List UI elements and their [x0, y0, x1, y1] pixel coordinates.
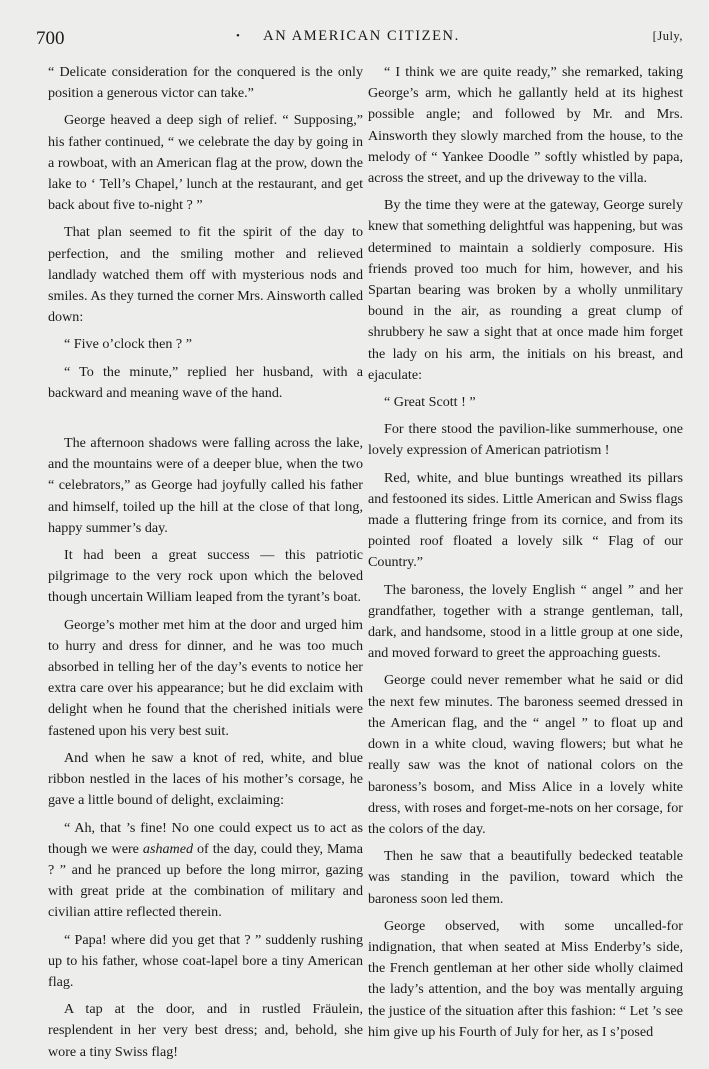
paragraph: “ I think we are quite ready,” she remarked, taking George’s arm, which he gallantly held at its highest possible angle; and followed by Mr. and Mrs. Ainsworth they slowly marched from the house, to the melody of “ Yankee Doodle ” softly whistled by papa, across the street, and up the driveway to the villa. — [368, 64, 683, 187]
paragraph: George heaved a deep sigh of relief. “ Supposing,” his father continued, “ we celebrate the day by going in a rowboat, with an American flag at the prow, down the lake to ‘ Tell’s Chapel,’ lunch at the restaurant, and get back about five to-night ? ” — [48, 112, 363, 214]
paragraph: The baroness, the lovely English “ angel ” and her grandfather, together with a strange gentleman, tall, dark, and handsome, stood in a little group at one side, and moved forward to greet the approaching guests. — [368, 581, 683, 662]
paragraph: It had been a great success — this patriotic pilgrimage to the very rock upon which the beloved though uncertain William leaped from the tyrant’s boat. — [48, 547, 363, 606]
right-column — [368, 62, 683, 1049]
left-column — [48, 62, 363, 1069]
paragraph: “ Great Scott ! ” — [384, 394, 476, 411]
paragraph: George could never remember what he said or did the next few minutes. The baroness seemed dressed in the American flag, and the “ angel ” to float up and down in a white cloud, waving flowers; but what he really saw was the knot of national colors on the baroness’s bosom, and Miss Alice in a lovely white dress, with roses and forget-me-nots on her corsage, for the colors of the day. — [368, 672, 683, 837]
paragraph: Then he saw that a beautifully bedecked teatable was standing in the pavilion, toward which the baroness soon led them. — [368, 848, 683, 907]
paragraph: George’s mother met him at the door and urged him to hurry and dress for dinner, and he was too much absorbed in telling her of the day’s events to notice her extra care over his appearance; but he did exclaim with delight when he found that the cherished initials were fastened upon his very best suit. — [48, 616, 363, 739]
running-month: [July, — [652, 29, 683, 43]
paragraph: “ Delicate consideration for the conquered is the only position a generous victor can take.” — [48, 64, 363, 102]
paragraph: “ Five o’clock then ? ” — [64, 336, 192, 353]
paragraph: A tap at the door, and in rustled Fräulein, resplendent in her very best dress; and, behold, she wore a tiny Swiss flag! — [48, 1001, 363, 1060]
paragraph: “ Papa! where did you get that ? ” suddenly rushing up to his father, whose coat-lapel bore a tiny American flag. — [48, 931, 363, 990]
page-number: 700 — [36, 28, 65, 49]
emphasis: ashamed — [142, 840, 194, 857]
paragraph: And when he saw a knot of red, white, and blue ribbon nestled in the laces of his mother’s corsage, he gave a little bound of delight, exclaiming: — [48, 749, 363, 809]
paragraph: “ Ah, that ’s fine! No one could expect us to act as though we were ashamed of the day, could they, Mama ? ” and he pranced up before the long mirror, gazing with great pride at the combination of military and civilian attire reflected therein. — [48, 819, 363, 921]
paragraph: For there stood the pavilion-like summerhouse, one lovely expression of American patriotism ! — [368, 421, 683, 459]
paragraph: Red, white, and blue buntings wreathed its pillars and festooned its sides. Little American and Swiss flags made a fluttering fringe from its cornice, and from its pointed roof floated a lovely silk “ Flag of our Country.” — [368, 469, 683, 571]
paragraph: The afternoon shadows were falling across the lake, and the mountains were of a deeper blue, when the two “ celebrators,” as George had joyfully called his father and himself, toiled up the hill at the close of that long, happy summer’s day. — [48, 435, 363, 536]
paragraph: George observed, with some uncalled-for indignation, that when seated at Miss Enderby’s side, the French gentleman at her other side wholly claimed the lady’s attention, and the boy was mentally arguing the justice of the situation after this fashion: “ Let ’s see him give up his Fourth of July for her, as I s’posed — [368, 917, 683, 1040]
paragraph: By the time they were at the gateway, George surely knew that something delightful was happening, but was determined to maintain a soldierly composure. His friends proved too much for him, however, and his Spartan bearing was broken by a wholly unmilitary bound in the air, as rounding a great clump of shrubbery he saw a sight that at once made him forget the lady on his arm, the initials on his breast, and ejaculate: — [368, 197, 683, 383]
page-header — [36, 28, 687, 52]
running-title: AN AMERICAN CITIZEN. — [263, 28, 460, 44]
paragraph: That plan seemed to fit the spirit of the day to perfection, and the smiling mother and relieved landlady watched them off with mysterious nods and smiles. As they turned the corner Mrs. Ainsworth called down: — [48, 224, 363, 326]
header-ornament: • — [236, 30, 240, 42]
section-break — [48, 410, 363, 433]
paragraph: “ To the minute,” replied her husband, with a backward and meaning wave of the hand. — [48, 363, 363, 401]
